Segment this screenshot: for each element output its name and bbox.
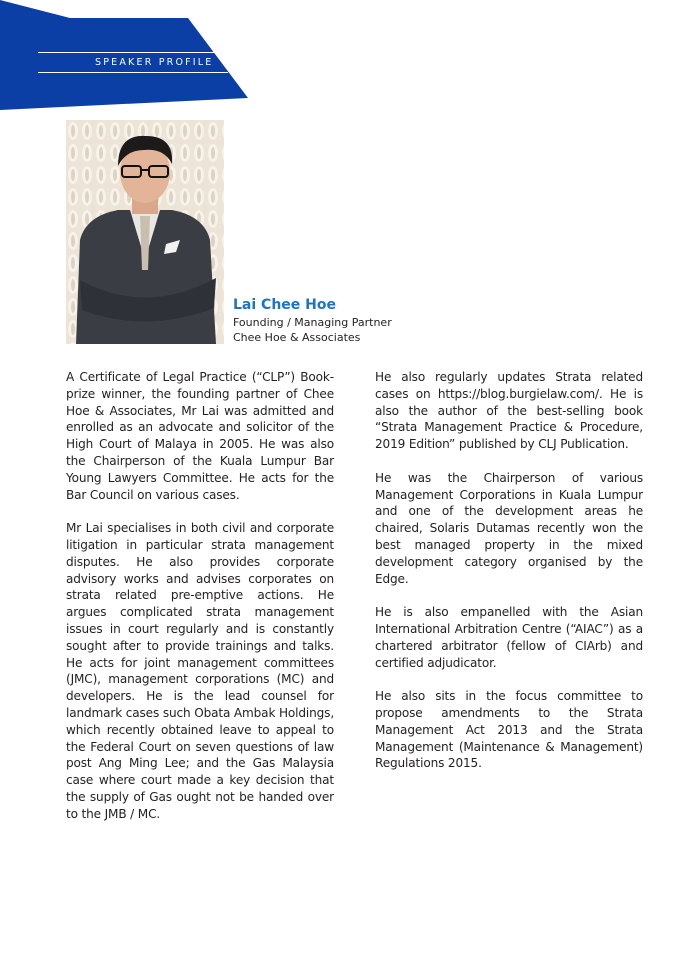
speaker-photo (66, 120, 224, 344)
speaker-title: Founding / Managing Partner (233, 316, 392, 329)
speaker-company: Chee Hoe & Associates (233, 331, 361, 344)
header-rule-bottom (38, 72, 228, 73)
section-label: SPEAKER PROFILE (95, 57, 214, 68)
bio-column-left (66, 369, 334, 839)
bio-column-right (375, 369, 643, 789)
header-banner (0, 0, 250, 112)
header-rule-top (38, 52, 216, 53)
bio-paragraph: He also regularly updates Strata related cases on https://blog.burgielaw.com/. He is also the author of the best-selling book “Strata Management Practice & Procedure, 2019 Edition” published by CLJ Publication. (375, 370, 643, 452)
bio-paragraph: He is also empanelled with the Asian International Arbitration Centre (“AIAC”) as a chartered arbitrator (fellow of CIArb) and certified adjudicator. (375, 605, 643, 670)
bio-paragraph: Mr Lai specialises in both civil and corporate litigation in particular strata management disputes. He also provides corporate advisory works and advises corporates on strata related pre-emptive actions. He argues complicated strata management issues in court regularly and is constantly sought after to provide trainings and talks. He acts for joint management committees (JMC), management corporations (MC) and developers. He is the lead counsel for landmark cases such Obata Ambak Holdings, which recently obtained leave to appeal to the Federal Court on seven questions of law post Ang Ming Lee; and the Gas Malaysia case where court made a key decision that the supply of Gas ought not be handed over to the JMB / MC. (66, 521, 335, 821)
bio-paragraph: A Certificate of Legal Practice (“CLP”) Book-prize winner, the founding partner of Chee Hoe & Associates, Mr Lai was admitted and enrolled as an advocate and solicitor of the High Court of Malaya in 2005. He was also the Chairperson of the Kuala Lumpur Bar Young Lawyers Committee. He acts for the Bar Council on various cases. (66, 370, 334, 502)
speaker-name: Lai Chee Hoe (233, 297, 336, 313)
bio-paragraph: He was the Chairperson of various Management Corporations in Kuala Lumpur and one of the development areas he chaired, Solaris Dutamas recently won the best managed property in the mixed development category organised by the Edge. (375, 470, 643, 586)
bio-paragraph: He also sits in the focus committee to propose amendments to the Strata Management Act 2013 and the Strata Management (Maintenance & Management) Regulations 2015. (375, 689, 643, 771)
